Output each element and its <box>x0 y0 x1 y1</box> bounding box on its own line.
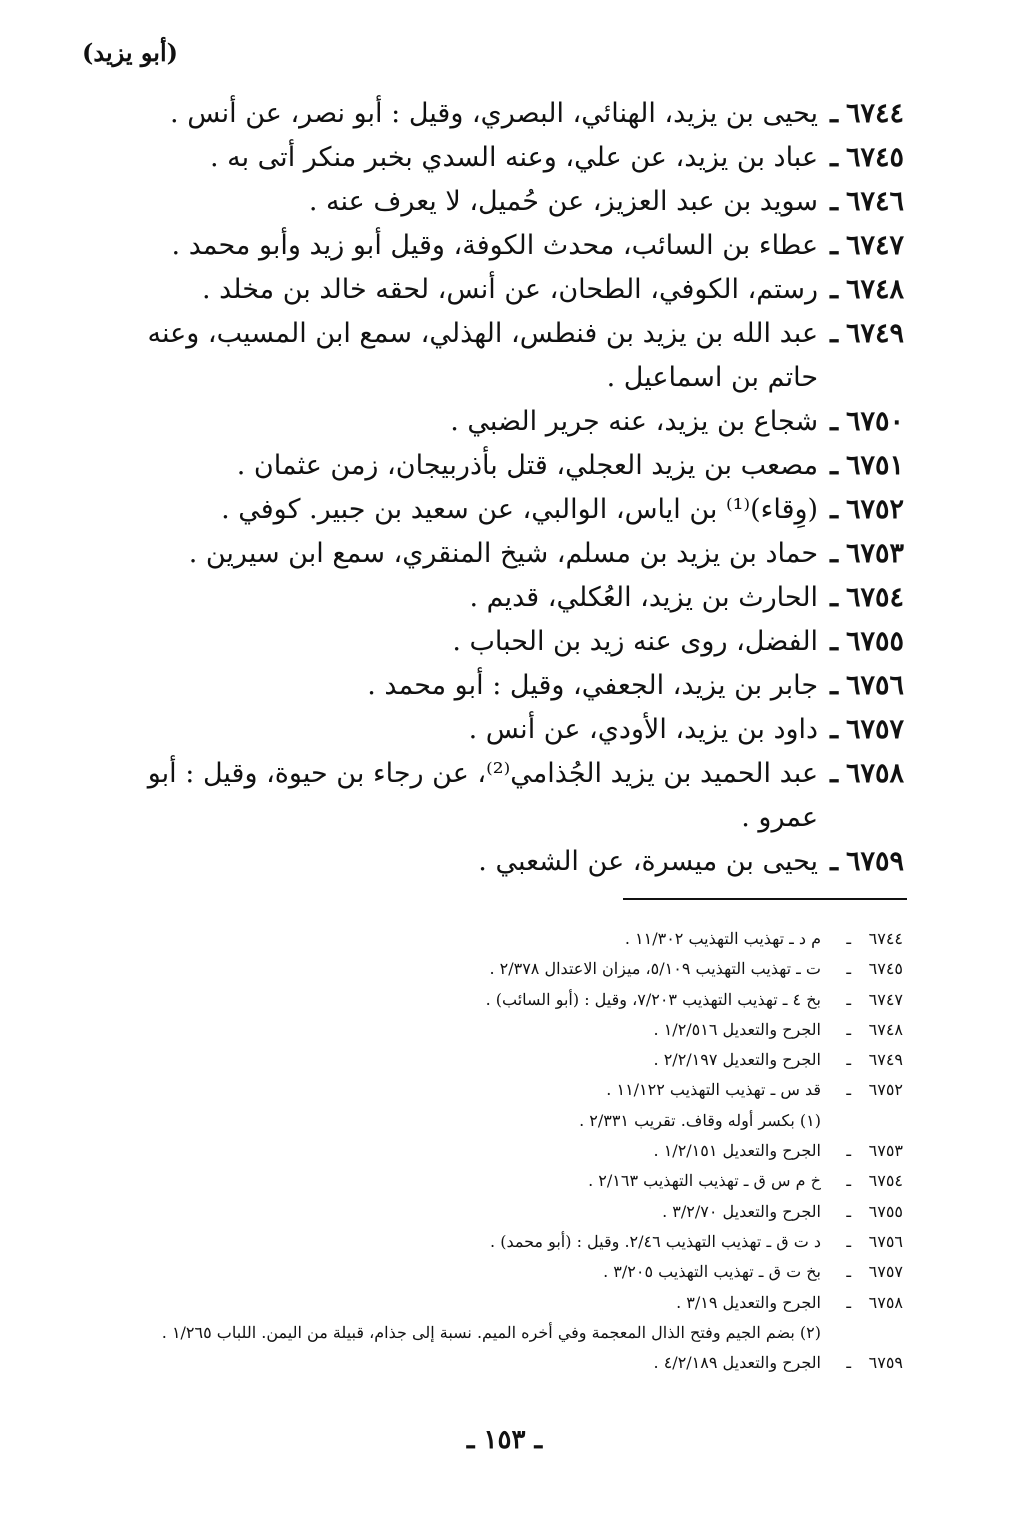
entry-text: حماد بن يزيد بن مسلم، شيخ المنقري، سمع ابن سيرين . <box>188 538 819 569</box>
entry-number: ٦٧٤٩ <box>845 318 904 349</box>
entry-text: (وِقاء)⁽¹⁾ بن اياس، الوالبي، عن سعيد بن جبير. كوفي . <box>221 494 819 525</box>
entry <box>100 620 904 664</box>
entry-dash: ـ <box>830 538 838 569</box>
footnote-text: الجرح والتعديل ١/٢/٥١٦ . <box>653 1019 821 1039</box>
entry-number: ٦٧٥٠ <box>845 406 904 437</box>
footnote <box>100 1166 903 1196</box>
entry-number: ٦٧٤٥ <box>845 142 904 173</box>
running-header: (أبو يزيد) <box>82 38 179 67</box>
footnote <box>100 1227 903 1257</box>
entry-text: الفضل، روى عنه زيد بن الحباب . <box>452 626 819 657</box>
footnote <box>100 985 903 1015</box>
footnote-text: بخ ٤ ـ تهذيب التهذيب ٧/٢٠٣، وقيل : (أبو السائب) . <box>485 989 821 1009</box>
footnote-dash: ـ <box>846 1171 851 1191</box>
entry-number: ٦٧٥٨ <box>845 758 904 789</box>
footnote-text: ت ـ تهذيب التهذيب ٥/١٠٩، ميزان الاعتدال ٢/٣٧٨ . <box>489 959 821 979</box>
entry-number: ٦٧٥٣ <box>845 538 904 569</box>
footnote-number: ٦٧٤٩ <box>868 1050 903 1070</box>
footnote <box>100 1288 903 1318</box>
entry-dash: ـ <box>830 142 838 173</box>
footnote-number: ٦٧٤٥ <box>868 959 903 979</box>
entry-dash: ـ <box>830 582 838 613</box>
footnote-divider <box>623 898 907 900</box>
entry <box>100 268 904 312</box>
entry <box>100 444 904 488</box>
entry-dash: ـ <box>830 846 838 877</box>
entry-dash: ـ <box>830 758 838 789</box>
entry-number: ٦٧٥٥ <box>845 626 904 657</box>
page-number: ـ ١٥٣ ـ <box>466 1425 543 1455</box>
entry-text: يحيى بن يزيد، الهنائي، البصري، وقيل : أبو نصر، عن أنس . <box>170 98 819 129</box>
footnote <box>100 1015 903 1045</box>
entry-number: ٦٧٥٩ <box>845 846 904 877</box>
footnote <box>100 1257 903 1287</box>
footnote-text: الجرح والتعديل ٣/١٩ . <box>676 1292 821 1312</box>
entry <box>100 664 904 708</box>
entry-text: داود بن يزيد، الأودي، عن أنس . <box>468 714 819 745</box>
entry-text: جابر بن يزيد، الجعفي، وقيل : أبو محمد . <box>367 670 819 701</box>
footnote-text: الجرح والتعديل ٤/٢/١٨٩ . <box>653 1353 821 1373</box>
entry-number: ٦٧٤٦ <box>845 186 904 217</box>
footnote-dash: ـ <box>846 1262 851 1282</box>
entry <box>100 180 904 224</box>
entry-dash: ـ <box>830 230 838 261</box>
footnotes-list <box>100 924 903 1378</box>
entry-number: ٦٧٤٧ <box>845 230 904 261</box>
footnote-dash: ـ <box>846 1050 851 1070</box>
entry-dash: ـ <box>830 494 838 525</box>
footnote-dash: ـ <box>846 1201 851 1221</box>
footnote-dash: ـ <box>846 959 851 979</box>
footnote-dash: ـ <box>846 1080 851 1100</box>
entry-number: ٦٧٥١ <box>845 450 904 481</box>
footnote-sub <box>100 1318 903 1348</box>
footnote-number: ٦٧٥٤ <box>868 1171 903 1191</box>
footnote-dash: ـ <box>846 989 851 1009</box>
footnote-text: (٢) بضم الجيم وفتح الذال المعجمة وفي أخره الميم. نسبة إلى جذام، قبيلة من اليمن. اللباب ١/٢٦٥ . <box>161 1322 821 1342</box>
footnote-sub <box>100 1106 903 1136</box>
footnote-text: م د ـ تهذيب التهذيب ١١/٣٠٢ . <box>624 929 821 948</box>
entry <box>100 92 904 136</box>
footnote <box>100 924 903 954</box>
footnote-dash: ـ <box>846 1019 851 1039</box>
entry-text: رستم، الكوفي، الطحان، عن أنس، لحقه خالد بن مخلد . <box>201 274 819 305</box>
footnote-dash: ـ <box>846 1141 851 1161</box>
footnote-number: ٦٧٥٢ <box>868 1080 903 1100</box>
footnote-dash: ـ <box>846 1292 851 1312</box>
footnote <box>100 1045 903 1075</box>
entry <box>100 400 904 444</box>
entry <box>100 752 904 840</box>
entry-text: عباد بن يزيد، عن علي، وعنه السدي بخبر منكر أتى به . <box>209 142 819 173</box>
entry <box>100 532 904 576</box>
footnote-text: الجرح والتعديل ١/٢/١٥١ . <box>653 1141 821 1161</box>
entry <box>100 312 904 400</box>
entry-dash: ـ <box>830 318 838 349</box>
footnote-number: ٦٧٥٨ <box>868 1292 903 1312</box>
entry-number: ٦٧٥٦ <box>845 670 904 701</box>
entry-dash: ـ <box>830 626 838 657</box>
footnote-text: بخ ت ق ـ تهذيب التهذيب ٣/٢٠٥ . <box>603 1262 821 1282</box>
footnote-text: خ م س ق ـ تهذيب التهذيب ٢/١٦٣ . <box>588 1171 821 1191</box>
entry-dash: ـ <box>830 406 838 437</box>
entry-dash: ـ <box>830 670 838 701</box>
footnote-number: ٦٧٥٧ <box>868 1262 903 1282</box>
entry <box>100 488 904 532</box>
footnote-number: ٦٧٥٥ <box>868 1201 903 1221</box>
entry-text: عبد الله بن يزيد بن فنطس، الهذلي، سمع ابن المسيب، وعنه حاتم بن اسماعيل . <box>147 318 819 393</box>
footnote-number: ٦٧٤٨ <box>868 1019 903 1039</box>
entry <box>100 136 904 180</box>
entry-text: شجاع بن يزيد، عنه جرير الضبي . <box>450 406 819 437</box>
footnote-text: الجرح والتعديل ٢/٢/١٩٧ . <box>653 1050 821 1070</box>
entry-text: يحيى بن ميسرة، عن الشعبي . <box>478 846 819 877</box>
footnote <box>100 1197 903 1227</box>
footnote-number: ٦٧٥٦ <box>868 1231 903 1251</box>
footnote-text: الجرح والتعديل ٣/٢/٧٠ . <box>662 1201 821 1221</box>
entry-text: عبد الحميد بن يزيد الجُذامي⁽²⁾، عن رجاء بن حيوة، وقيل : أبو عمرو . <box>147 758 819 833</box>
footnote <box>100 1348 903 1378</box>
entry-number: ٦٧٤٨ <box>845 274 904 305</box>
entry <box>100 576 904 620</box>
footnote-number: ٦٧٥٣ <box>868 1141 903 1161</box>
entry-text: عطاء بن السائب، محدث الكوفة، وقيل أبو زيد وأبو محمد . <box>171 230 819 261</box>
footnote-dash: ـ <box>846 1231 851 1251</box>
footnote-dash: ـ <box>846 1353 851 1373</box>
footnote-text: (١) بكسر أوله وقاف. تقريب ٢/٣٣١ . <box>579 1110 821 1130</box>
entry-dash: ـ <box>830 714 838 745</box>
entry-number: ٦٧٥٤ <box>845 582 904 613</box>
entry-text: مصعب بن يزيد العجلي، قتل بأذربيجان، زمن عثمان . <box>236 450 819 481</box>
entry-number: ٦٧٥٧ <box>845 714 904 745</box>
entry-text: الحارث بن يزيد، العُكلي، قديم . <box>469 582 819 613</box>
entry-text: سويد بن عبد العزيز، عن حُميل، لا يعرف عنه . <box>308 186 819 217</box>
footnote-dash: ـ <box>846 929 851 948</box>
footnote-text: د ت ق ـ تهذيب التهذيب ٢/٤٦. وقيل : (أبو محمد) . <box>490 1231 821 1251</box>
entry-dash: ـ <box>830 450 838 481</box>
footnote <box>100 1075 903 1105</box>
footnote <box>100 1136 903 1166</box>
entries-list <box>100 92 904 884</box>
entry-dash: ـ <box>830 98 838 129</box>
entry <box>100 708 904 752</box>
footnote-text: قد س ـ تهذيب التهذيب ١١/١٢٢ . <box>606 1080 821 1100</box>
entry-dash: ـ <box>830 186 838 217</box>
entry <box>100 224 904 268</box>
footnote <box>100 954 903 984</box>
entry <box>100 840 904 884</box>
entry-dash: ـ <box>830 274 838 305</box>
entry-number: ٦٧٥٢ <box>845 494 904 525</box>
footnote-number: ٦٧٤٧ <box>868 989 903 1009</box>
footnote-number: ٦٧٤٤ <box>868 929 903 948</box>
footnote-number: ٦٧٥٩ <box>868 1353 903 1373</box>
entry-number: ٦٧٤٤ <box>845 98 904 129</box>
